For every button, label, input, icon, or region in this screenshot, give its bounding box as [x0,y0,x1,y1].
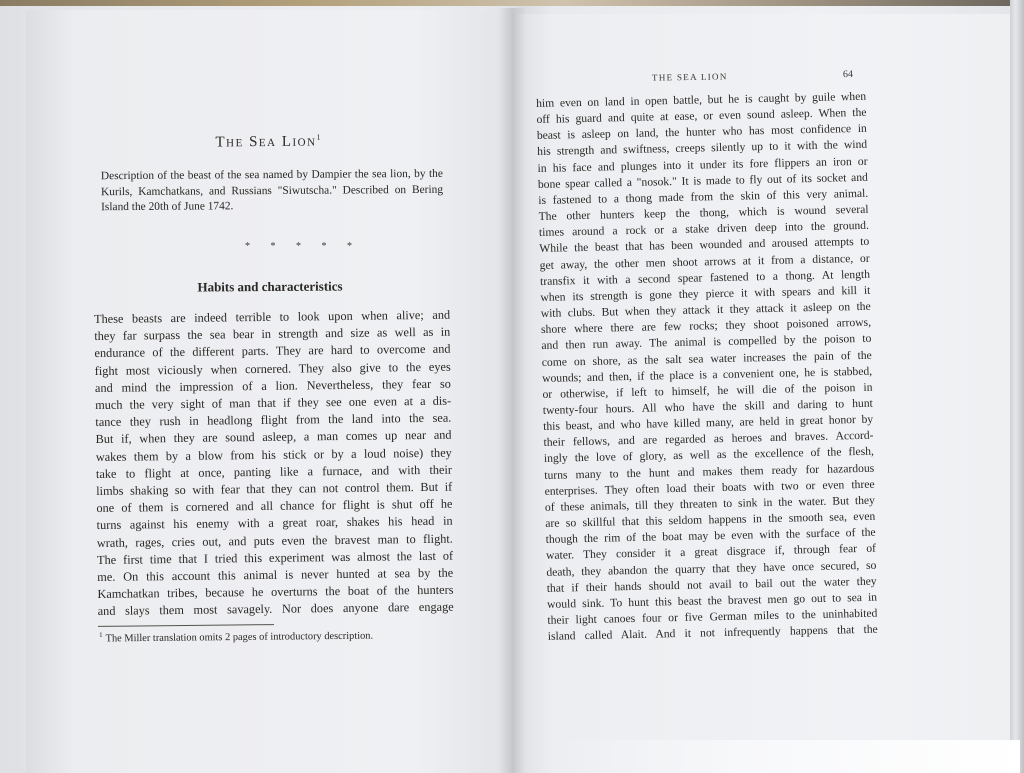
text-line: times around a rock or a stake driven deep into the ground. [538,219,870,240]
text-line: shore where there are few rocks; they shoot poisoned arrows, [540,315,872,337]
text-line: come on shore, as the salt sea water increases the pain of the [541,348,872,369]
text-line: his strength and swiftness, creeps silently up to it with the wind [537,138,868,159]
text-line: their light canoes four or five German miles to the uninhabited [547,606,878,627]
right-body-text [536,89,878,645]
running-head: THE SEA LION [651,71,728,83]
chapter-title-text: The Sea Lion [215,133,317,151]
text-line: wakes them by a blow from his stick or by a loud noise) they [95,445,452,464]
text-line: would sink. To hunt this beast the bravest men go out to sea in [546,590,878,611]
text-line: bone spear called a "nosok." It is made to fly out of its socket and [537,170,868,191]
text-line: me. On this account this animal is never hunted at sea by the [97,565,454,585]
text-line: their fellows, and are regarded as heroes and braves. Accord- [543,429,874,450]
book-gutter [498,8,526,773]
text-line: Kamchatkan tribes, because he overturns the boat of the hunters [97,582,454,602]
text-line: though the rim of the boat may be even with the surface of the [545,525,876,547]
text-line: take to flight at once, panting like a furnace, and with their [95,462,453,481]
footnote-text: The Miller translation omits 2 pages of introductory description. [105,630,374,645]
text-line: wounds; and then, if the place is a convenient one, he is stabbed, [542,364,873,385]
section-break-ornament: * * * * * [245,241,361,252]
text-line: when its strength is gone they pierce it with spears and kill it [540,283,871,304]
text-line: enterprises. They often load their boats with two or even three [544,477,875,498]
page-number: 64 [842,68,854,81]
left-body-text [94,307,454,621]
footnote-marker: 1 [99,630,103,639]
text-line: fight most viciously when cornered. They also give to the eyes [94,359,451,378]
text-line: that if their hands should not avail to bail out the water they [546,574,877,595]
text-line: or otherwise, if left to himself, he will die of the poison in [542,380,873,401]
section-heading: Habits and characteristics [197,278,343,295]
text-line: The first time that I tried this experiment was almost the last of [96,548,454,567]
footnote [99,628,373,644]
bottom-glare [560,740,1020,773]
text-line: turns many to the hunt and makes them ready for hazardous [544,461,875,482]
text-line: twenty-four hours. All who have the skill and daring to hunt [542,396,873,417]
text-line: of these animals, till they threaten to sink in the water. But they [544,493,876,514]
text-line: with clubs. But when they attack it they attack it asleep on the [540,299,871,320]
text-line: endurance of the different parts. They are hard to overcome and [94,342,451,361]
text-line: is fastened to a thong made from the skin of this very animal. [538,186,869,207]
text-line: and mind the impression of a lion. Nevertheless, they fear so [94,376,451,395]
text-line: But if, when they are sound asleep, a man comes up near and [95,428,452,447]
text-line: this beast, and who have killed many, are held in great honor by [543,412,874,434]
chapter-title [108,132,428,153]
text-line: island called Alait. And it not infrequently happens that the [547,622,878,644]
text-line: tance they rush in headlong flight from the land into the sea. [95,410,452,430]
text-line: much the very sight of man that if they see one even at a dis- [95,393,452,413]
text-line: limbs shaking so with fear that they can not control them. But if [96,479,453,499]
text-line: and slays them most savagely. Nor does anyone dare engage [97,600,454,619]
text-line: death, they abandon the quarry that they have once secured, so [546,558,877,579]
text-line: The other hunters keep the thong, which is wound several [538,202,869,224]
text-line: in his face and plunges into it under its fore flippers an iron or [537,154,868,175]
text-line: one of them is cornered and all chance for flight is shut off he [96,496,453,516]
text-line: wrath, rages, cries out, and puts even the bravest man to flight. [96,531,453,550]
text-line: transfix it with a second spear fastened to a thong. At length [539,267,871,288]
text-line: are so skillful that this seldom happens in the smooth sea, even [545,509,876,530]
text-line: These beasts are indeed terrible to look upon when alive; and [94,307,451,326]
text-line: they far surpass the sea bear in strength and size as well as in [94,324,451,344]
text-line: turns against his enemy with a great roar, shakes his head in [96,514,453,533]
text-line: and then run away. The animal is compelled by the poison to [541,332,872,353]
text-line: water. They consider it a great disgrace if, through fear of [545,542,877,563]
page-edges [1010,0,1024,773]
text-line: get away, the other men shoot arrows at it from a distance, or [539,251,870,272]
title-footnote-marker: 1 [316,132,321,142]
text-line: ingly the love of glory, as well as the excellence of the flesh, [543,445,874,466]
text-line: While the beast that has been wounded and aroused attempts to [539,235,870,256]
chapter-description: Description of the beast of the sea named by Dampier the sea lion, by the Kurils, Kamchatkans, and Russians "Siwutscha." Described on Bering Island the 20th of June 1742. [100,167,444,214]
text-line: beast is asleep on land, the hunter who has most confidence in [536,122,867,143]
text-line: off his guard and quite at ease, or even sound asleep. When the [536,105,867,127]
text-line: him even on land in open battle, but he is caught by guile when [536,89,867,110]
